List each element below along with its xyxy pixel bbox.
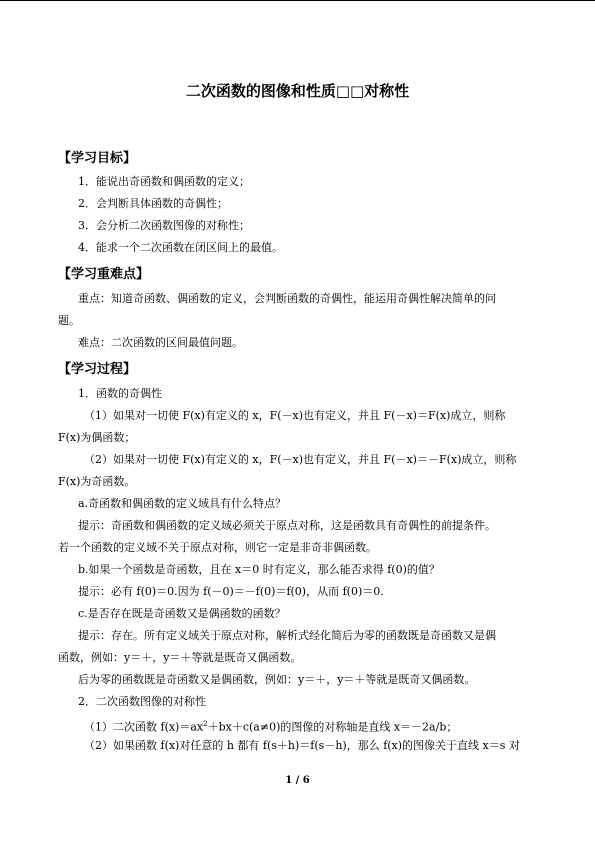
process-line: 若一个函数的定义域不关于原点对称，则它一定是非奇非偶函数。 (58, 541, 377, 554)
goal-item-3: 3．会分析二次函数图像的对称性； (78, 219, 250, 232)
section-heading-goals: 【学习目标】 (58, 151, 137, 166)
process-line: 提示：奇函数和偶函数的定义域必须关于原点对称，这是函数具有奇偶性的前提条件。 (78, 519, 496, 532)
section-heading-process: 【学习过程】 (58, 362, 137, 377)
page-title: 二次函数的图像和性质□□对称性 (185, 82, 410, 100)
process-line: F(x)为奇函数。 (58, 475, 136, 488)
process-line: b.如果一个函数是奇函数，且在 x＝0 时有定义，那么能否求得 f(0)的值？ (78, 563, 440, 576)
page-number: 1 / 6 (285, 775, 310, 786)
process-line: 提示：必有 f(0)＝0.因为 f(－0)＝－f(0)＝f(0)，从而 f(0)＝0. (78, 585, 384, 598)
goal-item-4: 4．能求一个二次函数在闭区间上的最值。 (78, 241, 283, 254)
process-line (84, 717, 457, 735)
process-line: （2）如果对一切使 F(x)有定义的 x，F(－x)也有定义，并且 F(－x)＝－F(x)成立，则称 (84, 453, 517, 466)
process-line: F(x)为偶函数； (58, 431, 136, 444)
process-line: 提示：存在。所有定义域关于原点对称，解析式经化简后为零的函数既是奇函数又是偶 (78, 629, 496, 642)
process-line: （1）如果对一切使 F(x)有定义的 x，F(－x)也有定义，并且 F(－x)＝F(x)成立，则称 (84, 409, 506, 422)
formula-part: ＋bx＋c(a≠0)的图像的对称轴是直线 x＝－2a/b； (207, 720, 458, 734)
process-line: 函数，例如：y＝＋，y＝＋等就是既奇又偶函数。 (58, 651, 302, 664)
process-line: a.奇函数和偶函数的定义域具有什么特点？ (78, 497, 287, 510)
process-line: c.是否存在既是奇函数又是偶函数的函数？ (78, 607, 286, 620)
process-line: 后为零的函数既是奇函数又是偶函数，例如：y＝＋，y＝＋等就是既奇又偶函数。 (78, 673, 476, 686)
goal-item-2: 2．会判断具体函数的奇偶性； (78, 197, 228, 210)
difficulty-text: 难点：二次函数的区间最值问题。 (78, 336, 243, 349)
formula-exponent: 2 (203, 720, 208, 728)
process-line: （2）如果函数 f(x)对任意的 h 都有 f(s＋h)＝f(s－h)，那么 f(x)的图像关于直线 x＝s 对 (84, 739, 520, 752)
top-rule (0, 0, 595, 1)
formula-part: （1）二次函数 f(x)＝ax (84, 720, 204, 734)
process-line: 1．函数的奇偶性 (78, 387, 162, 400)
process-line: 2．二次函数图像的对称性 (78, 695, 206, 708)
focus-text-cont: 题。 (58, 314, 80, 327)
section-heading-key: 【学习重难点】 (58, 267, 150, 282)
goal-item-1: 1．能说出奇函数和偶函数的定义； (78, 175, 250, 188)
focus-text: 重点：知道奇函数、偶函数的定义，会判断函数的奇偶性，能运用奇偶性解决简单的问 (78, 292, 496, 305)
